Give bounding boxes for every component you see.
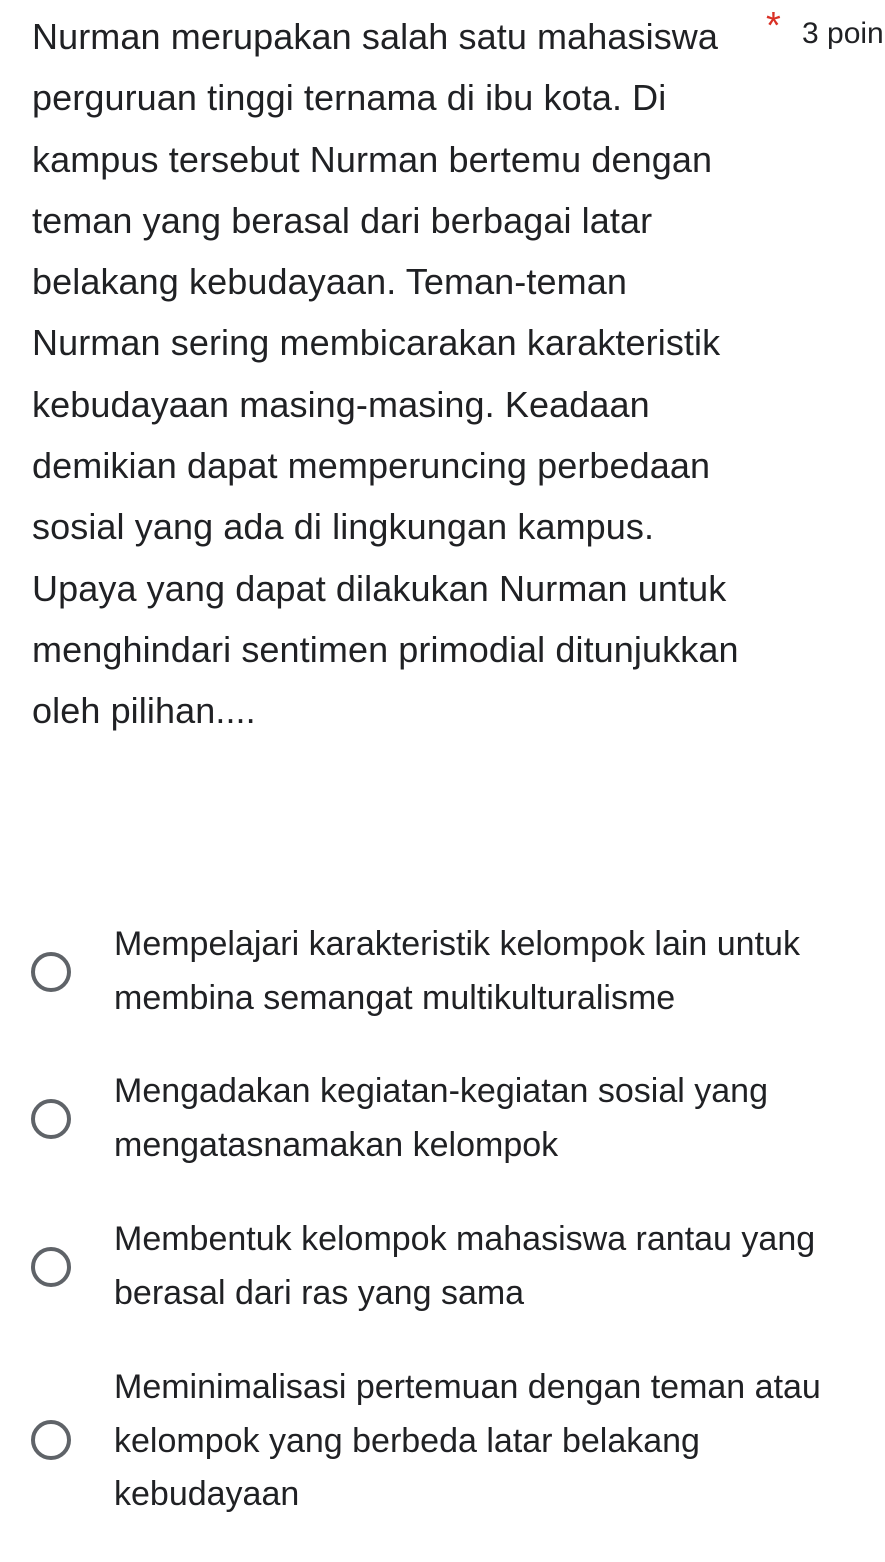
option-1[interactable] [0,914,885,1024]
option-label-4: Meminimalisasi pertemuan dengan teman atau kelompok yang berbeda latar belakang kebudayaan [114,1368,821,1513]
question-text: Nurman merupakan salah satu mahasiswa perguruan tinggi ternama di ibu kota. Di kampus tersebut Nurman bertemu dengan teman yang berasal dari berbagai latar belakang kebudayaan. Teman-teman Nurman sering membicarakan karakteristik kebudayaan masing-masing. Keadaan demikian dapat memperuncing perbedaan sosial yang ada di lingkungan kampus. Upaya yang dapat dilakukan Nurman untuk menghindari sentimen primodial ditunjukkan oleh pilihan.... [32,16,739,732]
required-marker: * [766,5,781,47]
option-label-2: Mengadakan kegiatan-kegiatan sosial yang mengatasnamakan kelompok [114,1072,769,1164]
points-label: 3 poin [802,17,884,50]
option-label-1: Mempelajari karakteristik kelompok lain untuk membina semangat multikulturalisme [114,925,800,1017]
option-4[interactable] [0,1357,885,1527]
option-3[interactable] [0,1210,885,1320]
radio-button-4[interactable] [31,1420,71,1460]
option-2[interactable] [0,1061,885,1171]
radio-button-2[interactable] [31,1099,71,1139]
radio-button-3[interactable] [31,1247,71,1287]
radio-button-1[interactable] [31,952,71,992]
question-block [32,0,885,880]
option-label-3: Membentuk kelompok mahasiswa rantau yang berasal dari ras yang sama [114,1220,816,1312]
